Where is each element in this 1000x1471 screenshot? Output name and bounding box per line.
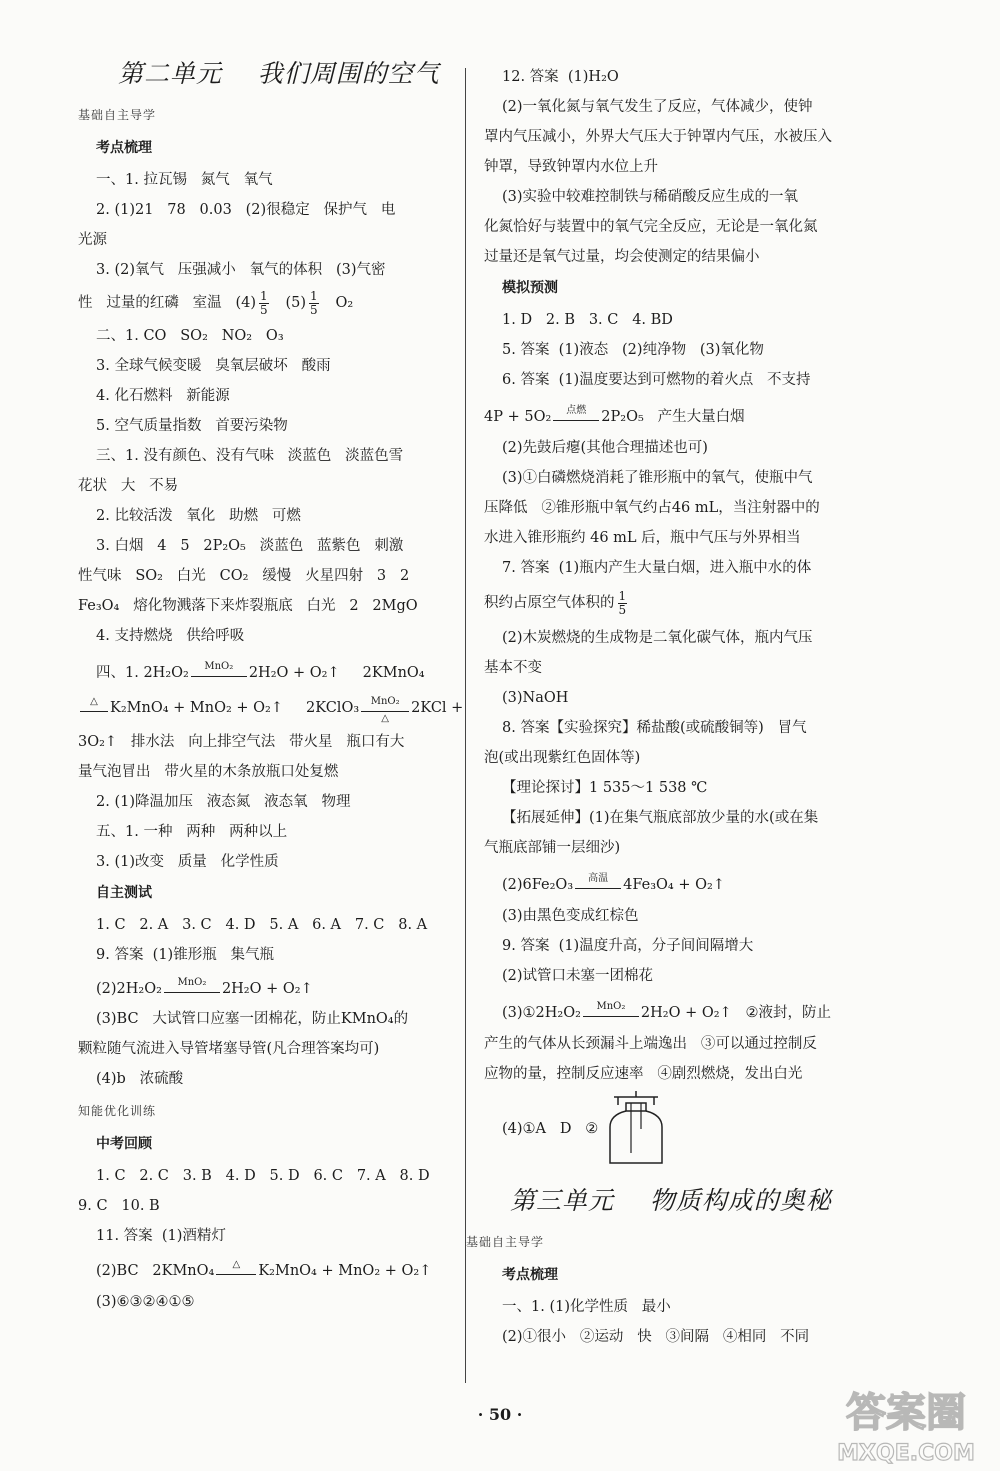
subsection-heading: 自主测试: [96, 885, 152, 901]
answer-line: 3O₂↑ 排水法 向上排空气法 带火星 瓶口有大: [78, 734, 405, 750]
answer-line: 1. C 2. A 3. C 4. D 5. A 6. A 7. C 8. A: [96, 917, 428, 933]
subsection-heading: 考点梳理: [502, 1267, 558, 1283]
answer-line: 1. D 2. B 3. C 4. BD: [502, 312, 673, 328]
answer-line: 三、1. 没有颜色、没有气味 淡蓝色 淡蓝色雪: [96, 448, 404, 464]
gas-bottle-icon: [604, 1089, 668, 1169]
answer-line: 9. 答案 (1)温度升高，分子间间隔增大: [502, 938, 754, 954]
unit3-title: 第三单元 物质构成的奥秘: [510, 1186, 832, 1215]
right-column: [466, 62, 872, 1352]
answer-line: 4. 化石燃料 新能源: [96, 388, 230, 404]
answer-line: 五、1. 一种 两种 两种以上: [96, 824, 288, 840]
answer-line: 颗粒随气流进入导管堵塞导管(凡合理答案均可): [78, 1041, 380, 1057]
answer-line: 一、1. (1)化学性质 最小: [502, 1299, 671, 1315]
reaction-arrow: MnO₂ △: [361, 711, 409, 712]
reaction-arrow: △: [216, 1274, 256, 1275]
answer-line: 水进入锥形瓶约 46 mL 后，瓶中气压与外界相当: [484, 530, 801, 546]
equation-line: (3)①2H₂O₂ MnO₂ 2H₂O + O₂↑ ②液封，防止: [502, 1001, 832, 1021]
svg-text:MXQE.COM: MXQE.COM: [837, 1441, 975, 1466]
answer-line: 产生的气体从长颈漏斗上端逸出 ③可以通过控制反: [484, 1036, 817, 1052]
subsection-heading: 模拟预测: [502, 280, 558, 296]
reaction-arrow: 高温: [575, 888, 621, 889]
answer-line: 9. C 10. B: [78, 1198, 160, 1214]
answer-line: 二、1. CO SO₂ NO₂ O₃: [96, 328, 284, 344]
page-number: · 50 ·: [477, 1405, 523, 1424]
answer-line: (2)①很小 ②运动 快 ③间隔 ④相同 不同: [502, 1329, 810, 1345]
equation-line: (2)2H₂O₂ MnO₂ 2H₂O + O₂↑: [96, 977, 313, 997]
svg-text:答案圈: 答案圈: [846, 1390, 966, 1436]
fraction: $\frac{1}{5}$: [310, 288, 318, 317]
answer-line: 4. 支持燃烧 供给呼吸: [96, 628, 245, 644]
reaction-arrow: MnO₂: [191, 676, 247, 677]
reaction-arrow: MnO₂: [164, 992, 220, 993]
answer-line: 性气味 SO₂ 白光 CO₂ 缓慢 火星四射 3 2: [78, 568, 410, 584]
answer-line: (3)BC 大试管口应塞一团棉花，防止KMnO₄的: [96, 1011, 409, 1027]
section-heading: 基础自主导学: [466, 1235, 545, 1249]
answer-line: 3. 白烟 4 5 2P₂O₅ 淡蓝色 蓝紫色 刺激: [96, 538, 404, 554]
answer-line: 6. 答案 (1)温度要达到可燃物的着火点 不支持: [502, 372, 811, 388]
answer-line: 钟罩，导致钟罩内水位上升: [484, 159, 658, 175]
answer-line: 光源: [78, 232, 107, 248]
answer-line: 3. 全球气候变暖 臭氧层破坏 酸雨: [96, 358, 331, 374]
left-column: [78, 50, 464, 1317]
answer-line: (3)⑥③②④①⑤: [96, 1294, 195, 1310]
answer-line: 5. 答案 (1)液态 (2)纯净物 (3)氧化物: [502, 342, 764, 358]
answer-line: 3. (2)氧气 压强减小 氧气的体积 (3)气密: [96, 262, 386, 278]
answer-line: 基本不变: [484, 660, 542, 676]
answer-line: 3. (1)改变 质量 化学性质: [96, 854, 279, 870]
watermark-logo: [816, 1380, 996, 1468]
answer-line: 【拓展延伸】(1)在集气瓶底部放少量的水(或在集: [502, 810, 819, 826]
answer-line: (3)由黑色变成红棕色: [502, 908, 639, 924]
answer-line: (4)①A D ②: [484, 1089, 872, 1169]
answer-line: 5. 空气质量指数 首要污染物: [96, 418, 288, 434]
answer-line: 12. 答案 (1)H₂O: [502, 69, 619, 85]
answer-line: 性 过量的红磷 室温 (4) $\frac{1}{5}$ (5) $\frac{1}{5}$ O₂: [78, 288, 354, 317]
section-heading: 基础自主导学: [78, 108, 157, 122]
fraction: $\frac{1}{5}$: [260, 288, 268, 317]
section-heading: 知能优化训练: [78, 1104, 157, 1118]
answer-line: 积约占原空气体积的 $\frac{1}{5}$: [484, 588, 627, 617]
equation-line: (2)6Fe₂O₃ 高温 4Fe₃O₄ + O₂↑: [502, 873, 725, 893]
answer-line: (2)木炭燃烧的生成物是二氧化碳气体，瓶内气压: [502, 630, 813, 646]
answer-line: 1. C 2. C 3. B 4. D 5. D 6. C 7. A 8. D: [96, 1168, 430, 1184]
answer-line: 2. (1)降温加压 液态氮 液态氧 物理: [96, 794, 351, 810]
equation-line: (2)BC 2KMnO₄ △ K₂MnO₄ + MnO₂ + O₂↑: [96, 1259, 432, 1279]
answer-line: 气瓶底部铺一层细沙): [484, 840, 621, 856]
answer-line: 花状 大 不易: [78, 478, 179, 494]
equation-line: 四、1. 2H₂O₂ MnO₂ 2H₂O + O₂↑ 2KMnO₄: [96, 661, 425, 681]
fraction: $\frac{1}{5}$: [618, 588, 627, 617]
answer-line: (2)先鼓后瘪(其他合理描述也可): [502, 440, 708, 456]
subsection-heading: 考点梳理: [96, 140, 152, 156]
subsection-heading: 中考回顾: [96, 1136, 152, 1152]
answer-line: 泡(或出现紫红色固体等): [484, 750, 641, 766]
answer-line: 化氮恰好与装置中的氧气完全反应，无论是一氧化氮: [484, 219, 818, 235]
equation-line: 4P + 5O₂ 点燃 2P₂O₅ 产生大量白烟: [484, 405, 745, 425]
answer-line: (2)一氧化氮与氧气发生了反应，气体减少，使钟: [502, 99, 813, 115]
answer-line: (3)NaOH: [502, 690, 569, 706]
column-divider: [465, 68, 466, 1383]
answer-line: (3)①白磷燃烧消耗了锥形瓶中的氧气，使瓶中气: [502, 470, 813, 486]
answer-line: 压降低 ②锥形瓶中氧气约占46 mL，当注射器中的: [484, 500, 820, 516]
answer-line: Fe₃O₄ 熔化物溅落下来炸裂瓶底 白光 2 2MgO: [78, 598, 418, 614]
answer-line: (3)实验中较难控制铁与稀硝酸反应生成的一氧: [502, 189, 799, 205]
answer-line: 7. 答案 (1)瓶内产生大量白烟，进入瓶中水的体: [502, 560, 812, 576]
answer-line: 2. 比较活泼 氧化 助燃 可燃: [96, 508, 301, 524]
reaction-arrow: △: [80, 711, 108, 712]
answer-line: 【理论探讨】1 535～1 538 ℃: [502, 780, 708, 796]
answer-line: 一、1. 拉瓦锡 氮气 氧气: [96, 172, 273, 188]
reaction-arrow: MnO₂: [583, 1016, 639, 1017]
equation-line: △ K₂MnO₄ + MnO₂ + O₂↑ 2KClO₃ MnO₂ △ 2KCl +: [78, 689, 450, 727]
answer-line: 8. 答案【实验探究】稀盐酸(或硫酸铜等) 冒气: [502, 720, 807, 736]
answer-line: 2. (1)21 78 0.03 (2)很稳定 保护气 电: [96, 202, 396, 218]
reaction-arrow: 点燃: [553, 420, 599, 421]
answer-line: 量气泡冒出 带火星的木条放瓶口处复燃: [78, 764, 339, 780]
answer-line: (2)试管口未塞一团棉花: [502, 968, 654, 984]
answer-line: 11. 答案 (1)酒精灯: [96, 1228, 226, 1244]
answer-line: 9. 答案 (1)锥形瓶 集气瓶: [96, 947, 275, 963]
answer-line: 罩内气压减小，外界大气压大于钟罩内气压，水被压入: [484, 129, 832, 145]
answer-line: (4)b 浓硫酸: [96, 1071, 184, 1087]
unit2-title: 第二单元 我们周围的空气: [118, 59, 440, 88]
answer-line: 过量还是氧气过量，均会使测定的结果偏小: [484, 249, 760, 265]
answer-line: 应物的量，控制反应速率 ④剧烈燃烧，发出白光: [484, 1066, 803, 1082]
